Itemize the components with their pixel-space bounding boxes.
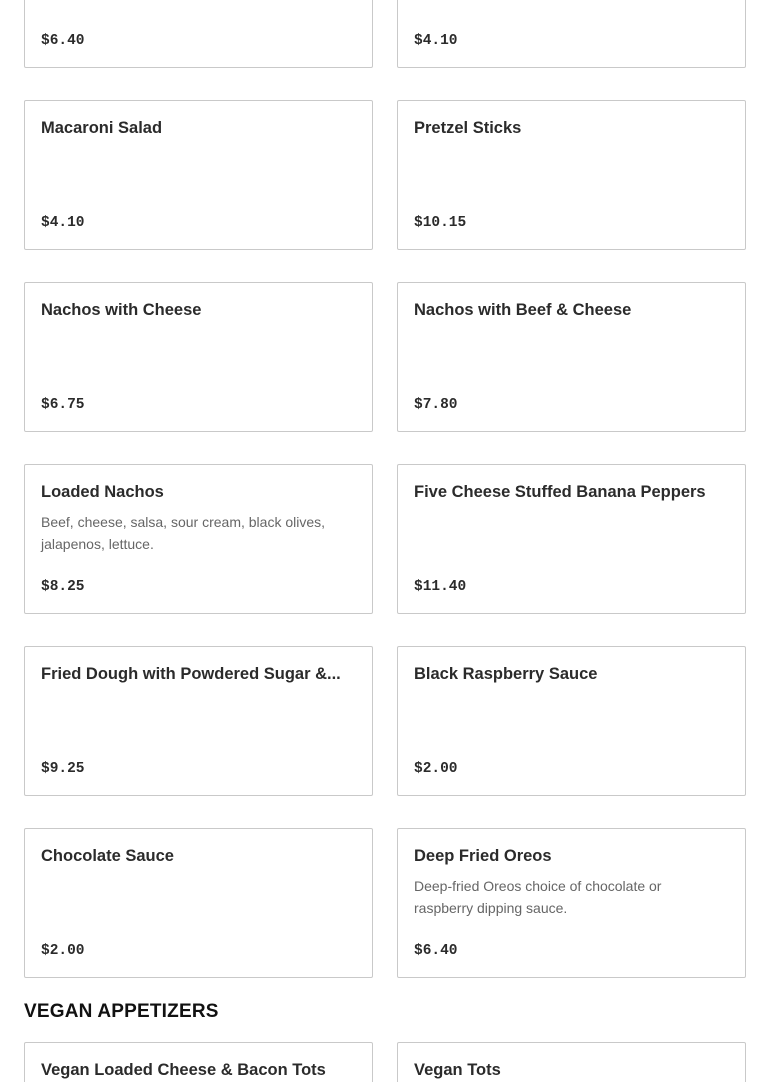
menu-item-card[interactable]	[397, 0, 746, 68]
menu-item-price: $8.25	[41, 579, 85, 595]
menu-item-card[interactable]	[397, 464, 746, 614]
menu-item-price: $2.00	[414, 761, 458, 777]
menu-item-name: Vegan Tots	[414, 1061, 501, 1079]
menu-item-name: Pretzel Sticks	[414, 119, 522, 137]
menu-item-price: $11.40	[414, 579, 467, 595]
menu-item-name: Deep Fried Oreos	[414, 847, 552, 865]
menu-item-card[interactable]	[397, 646, 746, 796]
section-title: VEGAN APPETIZERS	[24, 1001, 219, 1022]
menu-item-price: $6.40	[414, 943, 458, 959]
menu-item-price: $9.25	[41, 761, 85, 777]
menu-item-card[interactable]	[24, 282, 373, 432]
menu-item-name: Fried Dough with Powdered Sugar &...	[41, 665, 341, 683]
menu-item-price: $6.40	[41, 33, 85, 49]
menu-item-card[interactable]	[397, 282, 746, 432]
menu-item-card[interactable]	[24, 1042, 373, 1082]
menu-item-name: Loaded Nachos	[41, 483, 164, 501]
menu-item-name: Five Cheese Stuffed Banana Peppers	[414, 483, 706, 501]
menu-item-price: $7.80	[414, 397, 458, 413]
menu-item-price: $4.10	[414, 33, 458, 49]
menu-item-description: Deep-fried Oreos choice of chocolate or raspberry dipping sauce.	[414, 878, 662, 916]
menu-item-card[interactable]	[24, 464, 373, 614]
menu-item-description: Beef, cheese, salsa, sour cream, black olives, jalapenos, lettuce.	[41, 514, 326, 552]
menu-item-name: Nachos with Beef & Cheese	[414, 301, 632, 319]
menu-item-name: Chocolate Sauce	[41, 847, 174, 865]
menu-item-card[interactable]	[24, 0, 373, 68]
menu-item-price: $2.00	[41, 943, 85, 959]
menu-item-name: Vegan Loaded Cheese & Bacon Tots	[41, 1061, 326, 1079]
menu-item-name: Black Raspberry Sauce	[414, 665, 598, 683]
menu-item-price: $10.15	[414, 215, 467, 231]
menu-item-name: Nachos with Cheese	[41, 301, 202, 319]
menu-item-card[interactable]	[397, 100, 746, 250]
menu-item-price: $6.75	[41, 397, 85, 413]
menu-item-card[interactable]	[24, 100, 373, 250]
menu-item-name: Macaroni Salad	[41, 119, 163, 137]
menu-item-card[interactable]	[397, 1042, 746, 1082]
menu-item-card[interactable]	[24, 828, 373, 978]
menu-item-card[interactable]	[397, 828, 746, 978]
menu-item-price: $4.10	[41, 215, 85, 231]
menu-item-card[interactable]	[24, 646, 373, 796]
